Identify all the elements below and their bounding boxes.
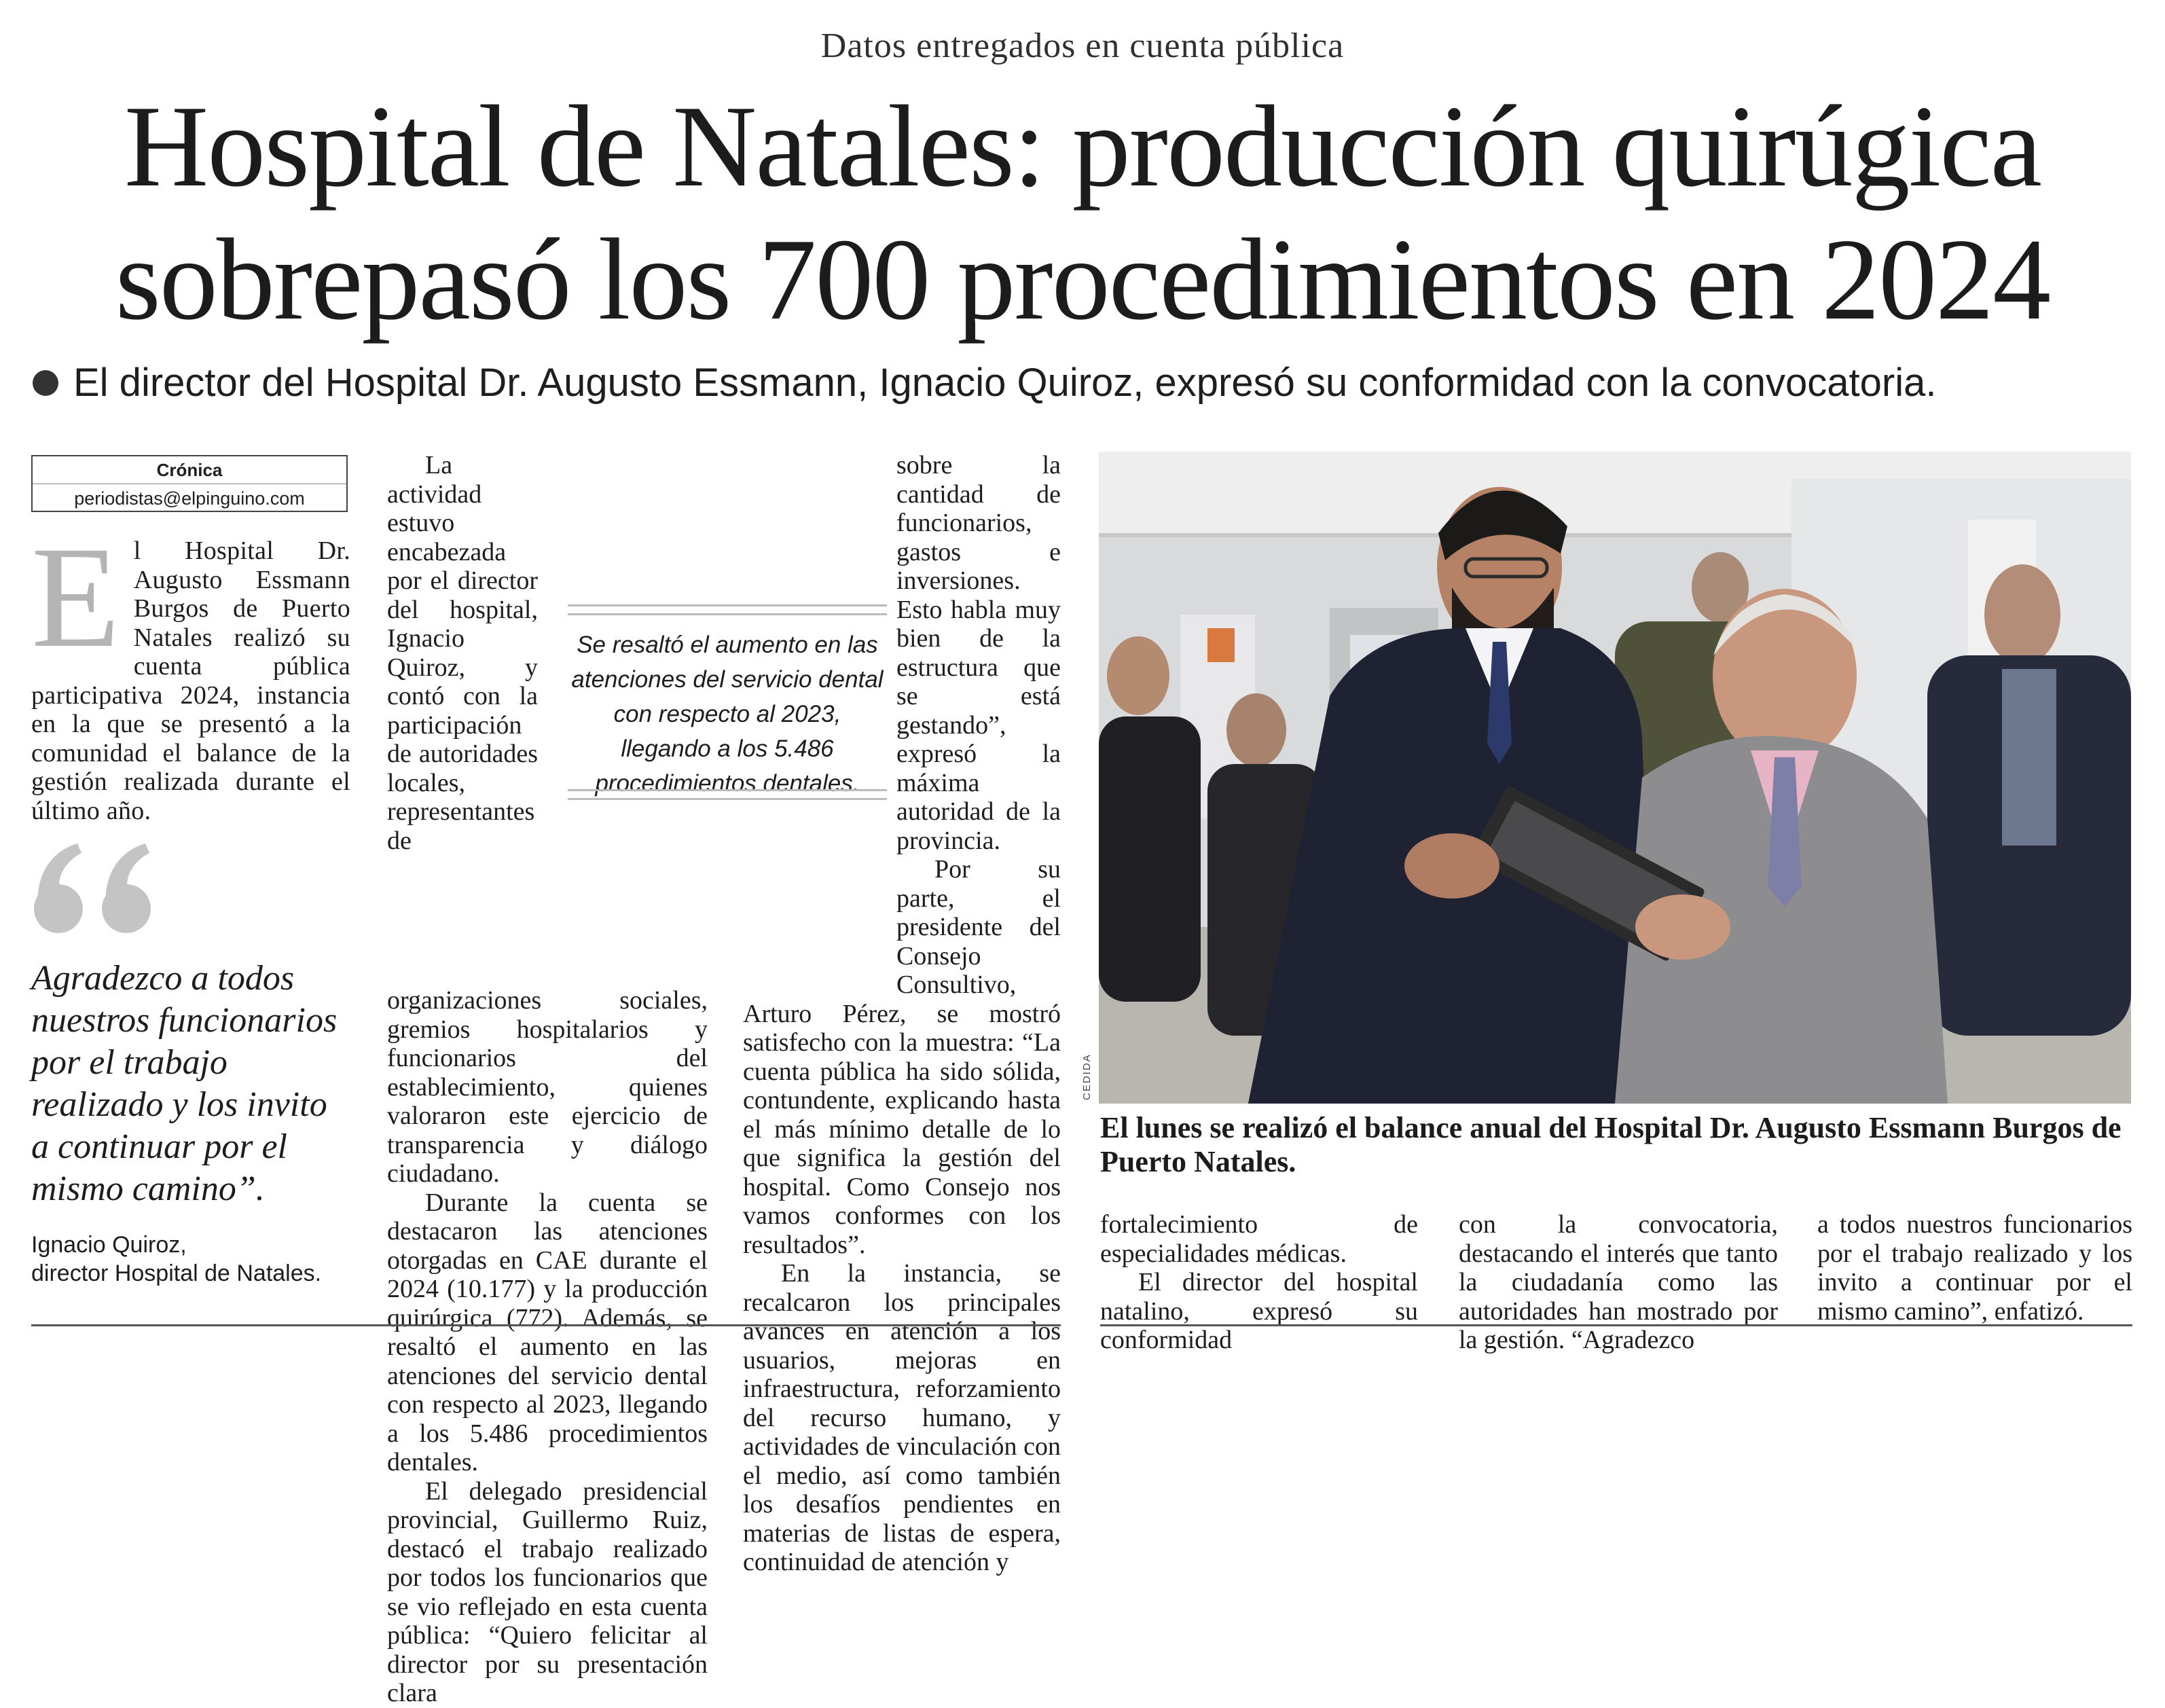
paragraph: a todos nuestros funcionarios por el trabajo realizado y los invito a continuar por el mismo camino”, enfatizó.: [1817, 1210, 2132, 1326]
column-5: [1459, 1210, 1778, 1355]
pull-quote-center: [568, 604, 887, 800]
paragraph: con la convocatoria, destacando el interés que tanto la ciudadanía como las autoridades han mostrado por la gestión. “Agradezco: [1459, 1210, 1778, 1354]
bottom-rule-left: [31, 1324, 1061, 1326]
column-6: [1817, 1210, 2132, 1326]
paragraph: El director del hospital natalino, expresó su conformidad: [1100, 1268, 1418, 1354]
divider: [568, 789, 887, 800]
quote-attribution: [31, 1231, 350, 1288]
paragraph: l Hospital Dr. Augusto Essmann Burgos de Puerto Natales realizó su cuenta pública participativa 2024, instancia en la que se presentó a la comunidad el balance de la gestión realizada durante el último año.: [31, 537, 350, 825]
byline-box: [31, 455, 348, 512]
subhead: [33, 360, 2138, 405]
divider: [568, 604, 887, 615]
headline-line-2: sobrepasó los 700 procedimientos en 2024: [115, 215, 2050, 344]
bottom-rule-right: [1100, 1324, 2132, 1326]
quote-attr-role: director Hospital de Natales.: [31, 1260, 322, 1286]
quote-attr-name: Ignacio Quiroz,: [31, 1232, 187, 1258]
pull-quote-text: Se resaltó el aumento en las atenciones del servicio dental con respecto al 2023, llegando a los 5.486 procedimientos dentales.: [571, 632, 884, 797]
paragraph: En la instancia, se recalcaron los principales avances en atención a los usuarios, mejoras en infraestructura, reforzamiento del recurso humano, y actividades de vinculación con el medio, así como también los desafíos pendientes en materias de listas de espera, continuidad de atención y: [743, 1259, 1061, 1576]
author-email[interactable]: periodistas@elpinguino.com: [74, 488, 305, 509]
article-photo: [1099, 452, 2131, 1104]
paragraph: sobre la cantidad de funcionarios, gastos e inversiones. Esto habla muy bien de la estructura que se está gestando”, expresó la máxima autoridad de la provincia.: [896, 451, 1061, 855]
paragraph: La actividad estuvo encabezada por el director del hospital, Ignacio Quiroz, y contó con la participación de autoridades locales, representantes de organizaciones sociales, gremios hospitalarios y funcionarios del establecimiento, quienes valoraron este ejercicio de transparencia y diálogo ciudadano.: [387, 451, 708, 1188]
column-4: [1100, 1210, 1418, 1355]
headline: [41, 80, 2124, 346]
paragraph: Durante la cuenta se destacaron las atenciones otorgadas en CAE durante el 2024 (10.177) y la producción quirúrgica (772). Además, se resaltó el aumento en las atenciones del servicio dental con respecto al 2023, llegando a los 5.486 procedimientos dentales.: [387, 1188, 708, 1476]
bullet-icon: [33, 370, 58, 396]
photo-illustration: [1099, 452, 2131, 1104]
column-1: [31, 517, 350, 825]
headline-line-1: Hospital de Natales: producción quirúgica: [124, 82, 2041, 211]
photo-caption: El lunes se realizó el balance anual del Hospital Dr. Augusto Essmann Burgos de Puerto Natales.: [1100, 1111, 2122, 1178]
quote-mark-icon: [30, 842, 166, 937]
section-label: Crónica: [33, 456, 346, 484]
paragraph: El delegado presidencial provincial, Guillermo Ruiz, destacó el trabajo realizado por todos los funcionarios que se vio reflejado en esta cuenta pública: “Quiero felicitar al director por su presentación clara: [387, 1476, 708, 1707]
photo-credit: CEDIDA: [1081, 1053, 1093, 1100]
paragraph: Por su parte, el presidente del Consejo Consultivo, Arturo Pérez, se mostró satisfecho con la muestra: “La cuenta pública ha sido sólida, contundente, explicando hasta el más mínimo detalle de lo que significa la gestión del hospital. Como Consejo nos vamos conformes con los resultados”.: [743, 855, 1061, 1259]
subhead-text: El director del Hospital Dr. Augusto Essmann, Ignacio Quiroz, expresó su conformidad con la convocatoria.: [73, 361, 1937, 405]
pull-quote-left: Agradezco a todos nuestros funcionarios por el trabajo realizado y los invito a continuar por el mismo camino”.: [31, 959, 338, 1208]
paragraph: fortalecimiento de especialidades médicas.: [1100, 1210, 1418, 1268]
kicker: Datos entregados en cuenta pública: [820, 26, 1345, 65]
drop-cap: E: [31, 517, 120, 678]
